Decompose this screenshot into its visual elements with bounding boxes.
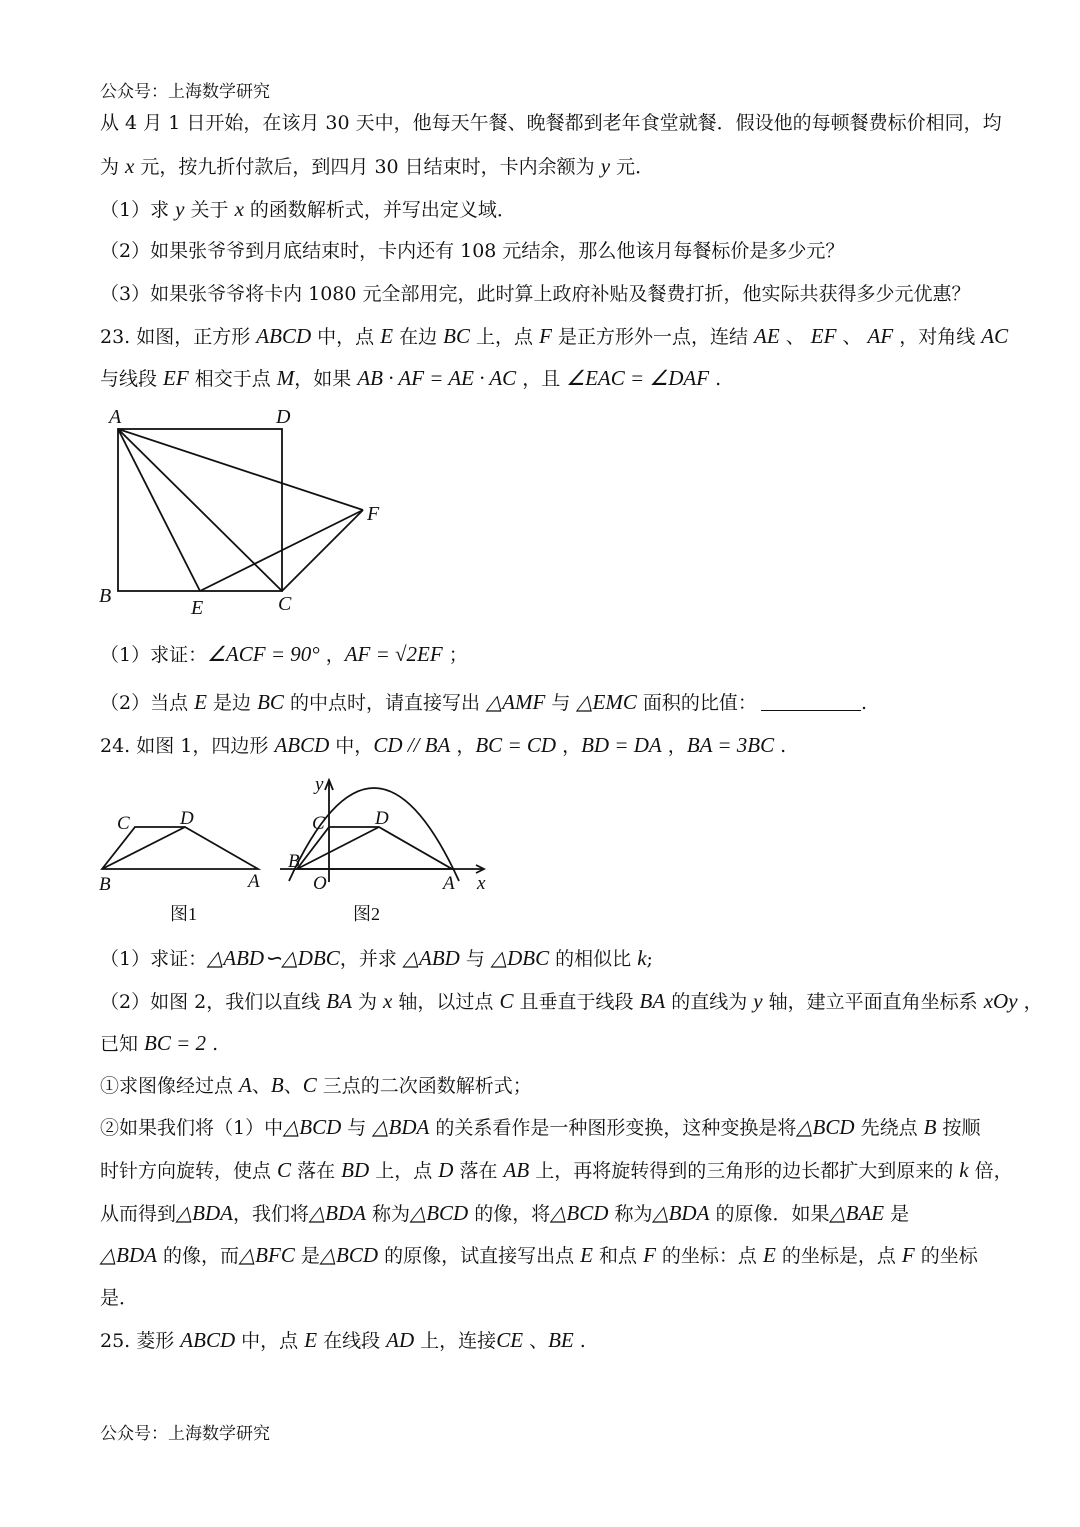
fig1-label-a: A bbox=[248, 871, 260, 892]
q22-part-2: （2）如果张爷爷到月底结束时，卡内还有 108 元结余，那么他该月每餐标价是多少元？ bbox=[100, 240, 845, 262]
segment-cf bbox=[282, 510, 363, 591]
fig2-label-y: y bbox=[315, 774, 324, 795]
answer-blank[interactable] bbox=[761, 692, 861, 711]
page-header: 公众号：上海数学研究 bbox=[100, 82, 270, 102]
q22-part-3: （3）如果张爷爷将卡内 1080 元全部用完，此时算上政府补贴及餐费打折，他实际共获得多少元优惠？ bbox=[100, 283, 971, 305]
q24-part-1: （1）求证：△ABD∽△DBC，并求 △ABD 与 △DBC 的相似比 k; bbox=[100, 946, 653, 970]
q23-part-2: （2）当点 E 是边 BC 的中点时，请直接写出 △AMF 与 △EMC 面积的比值： . bbox=[100, 690, 867, 714]
segment-bd-fig2 bbox=[297, 827, 379, 869]
fig1-label-d: D bbox=[180, 808, 194, 829]
label-d: D bbox=[276, 406, 291, 428]
label-f: F bbox=[367, 503, 380, 525]
q24-sub-2-line-4: △BDA 的像，而△BFC 是△BCD 的原像，试直接写出点 E 和点 F 的坐标：点 E 的坐标是，点 F 的坐标 bbox=[100, 1243, 978, 1267]
fig1-label-c: C bbox=[117, 813, 130, 834]
label-b: B bbox=[99, 585, 112, 607]
q24-sub-2-line-5: 是． bbox=[100, 1287, 139, 1309]
page-footer: 公众号：上海数学研究 bbox=[100, 1424, 270, 1444]
fig2-caption: 图2 bbox=[353, 904, 380, 924]
label-c: C bbox=[278, 593, 292, 615]
q24-sub-1: ①求图像经过点 A、B、C 三点的二次函数解析式； bbox=[100, 1073, 532, 1097]
label-e: E bbox=[191, 597, 204, 619]
q24-sub-2-line-3: 从而得到△BDA，我们将△BDA 称为△BCD 的像，将△BCD 称为△BDA 的原像．如果△BAE 是 bbox=[100, 1201, 910, 1225]
fig2-label-x: x bbox=[477, 873, 486, 894]
q22-line-1: 从 4 月 1 日开始，在该月 30 天中，他每天午餐、晚餐都到老年食堂就餐．假设他的每顿餐费标价相同，均 bbox=[100, 112, 1002, 134]
segment-af bbox=[118, 429, 363, 510]
q25-line-1: 25. 菱形 ABCD 中，点 E 在线段 AD 上，连接CE 、BE . bbox=[100, 1328, 586, 1352]
parabola bbox=[289, 788, 459, 881]
q23-line-1: 23. 如图，正方形 ABCD 中，点 E 在边 BC 上，点 F 是正方形外一点，连结 AE 、 EF 、 AF ，对角线 AC bbox=[100, 324, 1009, 348]
q23-square-figure bbox=[95, 402, 395, 622]
q24-part-2-line-1: （2）如图 2，我们以直线 BA 为 x 轴，以过点 C 且垂直于线段 BA 的直线为 y 轴，建立平面直角坐标系 xOy ， bbox=[100, 989, 1043, 1013]
fig2-label-c: C bbox=[312, 813, 325, 834]
segment-ae bbox=[118, 429, 200, 591]
q24-sub-2-line-2: 时针方向旋转，使点 C 落在 BD 上，点 D 落在 AB 上，再将旋转得到的三角形的边长都扩大到原来的 k 倍， bbox=[100, 1158, 1013, 1182]
q22-line-2: 为 x 元，按九折付款后，到四月 30 日结束时，卡内余额为 y 元． bbox=[100, 154, 655, 178]
fig2-label-o: O bbox=[313, 873, 327, 894]
q23-part-1: （1）求证：∠ACF = 90° ，AF = √2EF ； bbox=[100, 642, 468, 666]
q24-figures bbox=[90, 770, 510, 935]
q24-part-2-line-2: 已知 BC = 2 . bbox=[100, 1031, 219, 1055]
fig2-label-b: B bbox=[288, 851, 300, 872]
fig1-caption: 图1 bbox=[170, 904, 197, 924]
fig2-label-d: D bbox=[375, 808, 389, 829]
q22-part-1: （1）求 y 关于 x 的函数解析式，并写出定义域． bbox=[100, 197, 516, 221]
figure-2 bbox=[280, 780, 484, 882]
segment-ac bbox=[118, 429, 282, 591]
segment-bd bbox=[102, 827, 185, 869]
fig2-label-a: A bbox=[443, 873, 455, 894]
q23-line-2: 与线段 EF 相交于点 M，如果 AB · AF = AE · AC ，且 ∠EAC = ∠DAF . bbox=[100, 366, 722, 390]
fig1-label-b: B bbox=[99, 874, 111, 895]
q24-line-1: 24. 如图 1，四边形 ABCD 中，CD // BA ，BC = CD ，BD = DA ，BA = 3BC . bbox=[100, 733, 787, 757]
label-a: A bbox=[109, 406, 122, 428]
q24-sub-2-line-1: ②如果我们将（1）中△BCD 与 △BDA 的关系看作是一种图形变换，这种变换是将△BCD 先绕点 B 按顺 bbox=[100, 1115, 981, 1139]
